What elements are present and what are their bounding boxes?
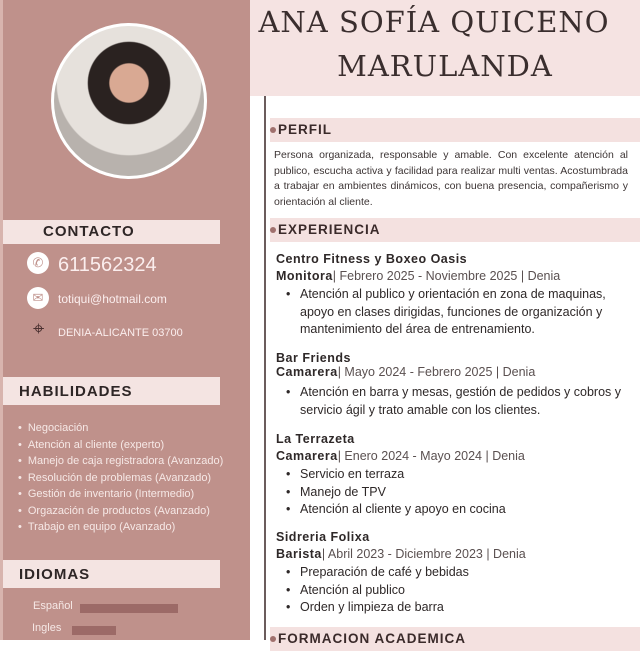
job-details: | Mayo 2024 - Febrero 2025 | Denia — [337, 365, 536, 379]
contact-heading: CONTACTO — [3, 220, 220, 244]
skill-item: • Atención al cliente (experto) — [18, 437, 223, 454]
experiencia-heading: EXPERIENCIA — [270, 218, 640, 242]
job-bullet: • Atención en barra y mesas, gestión de pedidos y cobros y servicio ágil y trato amable con los clientes. — [284, 384, 636, 419]
job-role: Barista — [276, 547, 322, 561]
skill-item: • Trabajo en equipo (Avanzado) — [18, 519, 223, 536]
perfil-heading: PERFIL — [270, 118, 640, 142]
profile-photo — [51, 23, 207, 179]
job-details: | Abril 2023 - Diciembre 2023 | Denia — [321, 547, 526, 561]
company-name: Centro Fitness y Boxeo Oasis — [276, 252, 468, 266]
job-bullet: • Atención al cliente y apoyo en cocina — [284, 501, 636, 519]
job-entry — [276, 530, 636, 617]
languages-heading: IDIOMAS — [3, 560, 220, 588]
company-name: La Terrazeta — [276, 432, 355, 446]
job-bullet: • Atención al publico — [284, 582, 636, 600]
name-header — [250, 0, 640, 96]
language-name: Español — [33, 600, 73, 612]
job-entry — [276, 432, 636, 519]
name-line-2: MARULANDA — [337, 49, 553, 83]
skill-item: • Gestión de inventario (Intermedio) — [18, 486, 223, 503]
avatar — [54, 26, 204, 176]
language-level-bar — [80, 604, 178, 613]
skills-heading: HABILIDADES — [3, 377, 220, 405]
divider-line — [264, 96, 266, 640]
perfil-text: Persona organizada, responsable y amable. Con excelente atención al publico, escucha activa y facilidad para realizar multi ventas. Acostumbrada a trabajar en ambientes dinámicos, con buena presencia, compañerismo y orientación al cliente. — [274, 149, 628, 208]
formacion-heading: FORMACION ACADEMICA — [270, 627, 640, 651]
language-level-bar — [72, 626, 116, 635]
location-pin-icon: ⌖ — [33, 318, 45, 340]
job-details: | Enero 2024 - Mayo 2024 | Denia — [337, 449, 525, 463]
job-role: Monitora — [276, 269, 333, 283]
job-details: | Febrero 2025 - Noviembre 2025 | Denia — [332, 269, 561, 283]
email-icon: ✉ — [27, 287, 49, 309]
company-name: Sidreria Folixa — [276, 530, 370, 544]
skill-item: • Orgazación de productos (Avanzado) — [18, 503, 223, 520]
sidebar — [0, 0, 250, 640]
language-name: Ingles — [32, 622, 62, 634]
name-line-1: ANA SOFÍA QUICENO — [258, 5, 610, 39]
job-role: Camarera — [276, 365, 338, 379]
skill-item: • Resolución de problemas (Avanzado) — [18, 470, 223, 487]
job-bullet: • Preparación de café y bebidas — [284, 564, 636, 582]
sidebar-edge — [0, 0, 3, 640]
location-text: DENIA-ALICANTE 03700 — [58, 327, 183, 339]
email-address: totiqui@hotmail.com — [58, 292, 167, 306]
skill-item: • Manejo de caja registradora (Avanzado) — [18, 453, 223, 470]
phone-number: 611562324 — [58, 254, 157, 276]
job-bullet: • Manejo de TPV — [284, 484, 636, 502]
job-entry — [276, 351, 636, 419]
company-name: Bar Friends — [276, 351, 351, 365]
skills-list — [18, 420, 223, 536]
phone-icon: ✆ — [27, 252, 49, 274]
job-role: Camarera — [276, 449, 338, 463]
job-bullet: • Orden y limpieza de barra — [284, 599, 636, 617]
job-entry — [276, 252, 636, 339]
job-bullet: • Atención al publico y orientación en zona de maquinas, apoyo en clases dirigidas, funciones de organización y mantenimiento del área de entrenamiento. — [284, 286, 636, 339]
job-bullet: • Servicio en terraza — [284, 466, 636, 484]
skill-item: • Negociación — [18, 420, 223, 437]
